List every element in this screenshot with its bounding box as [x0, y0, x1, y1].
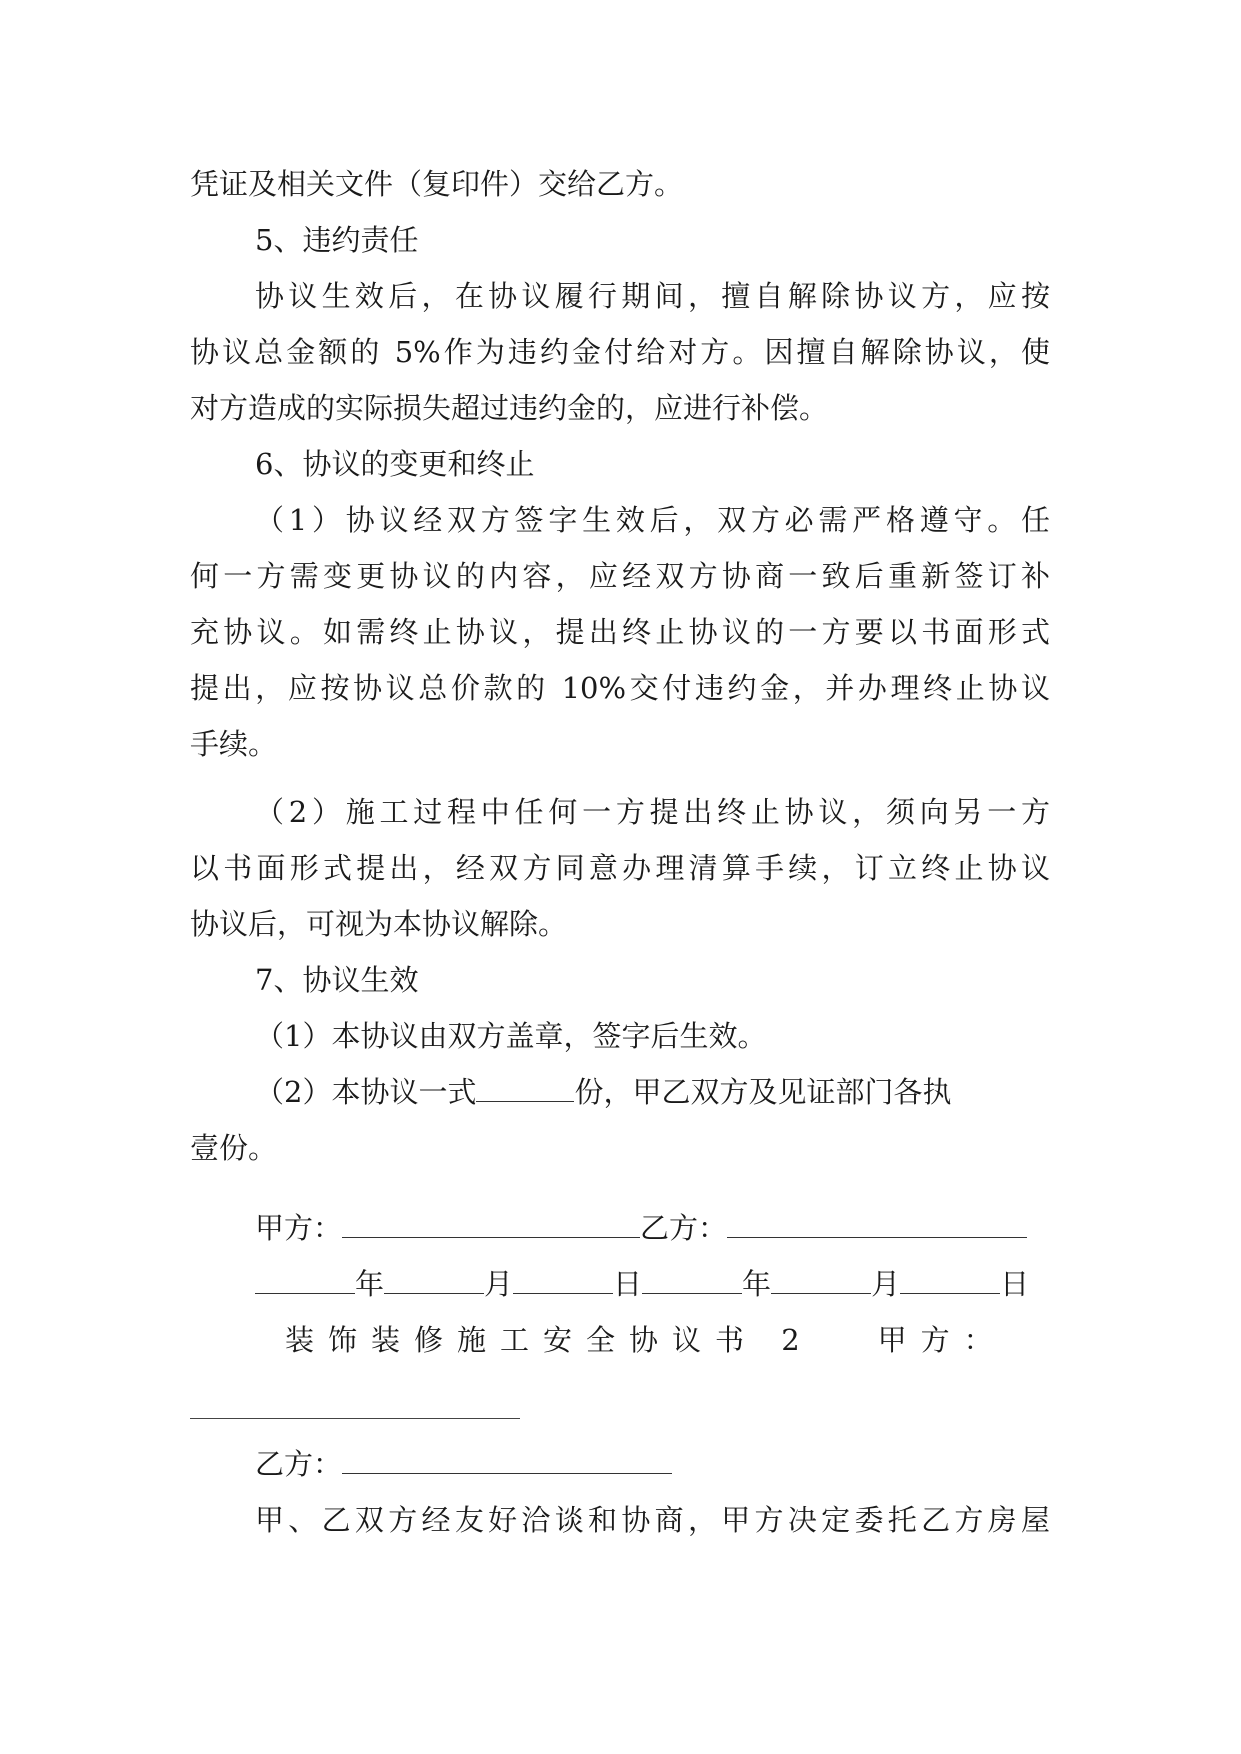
paragraph-line: 提出，应按协议总价款的 10%交付违约金，并办理终止协议 [190, 671, 1050, 705]
paragraph-line [255, 1072, 1050, 1112]
section-heading: 5、违约责任 [255, 223, 419, 257]
signature-line [255, 1444, 1050, 1484]
paragraph-line: （2）施工过程中任何一方提出终止协议，须向另一方 [255, 795, 1050, 829]
party-a-signature-field[interactable] [342, 1209, 640, 1238]
paragraph-line: （1）本协议由双方盖章，签字后生效。 [255, 1019, 767, 1053]
paragraph-line: 壹份。 [190, 1131, 278, 1165]
day-label: 日 [1000, 1267, 1030, 1301]
document-title: 装饰装修施工安全协议书 2 [285, 1323, 814, 1357]
year-label: 年 [355, 1267, 385, 1301]
paragraph-line: 以书面形式提出，经双方同意办理清算手续，订立终止协议 [190, 851, 1050, 885]
section-heading: 7、协议生效 [255, 963, 419, 997]
party-b-signature-field[interactable] [342, 1445, 672, 1474]
paragraph-line: 何一方需变更协议的内容，应经双方协商一致后重新签订补 [190, 559, 1050, 593]
year-blank-field[interactable] [642, 1265, 742, 1294]
party-b-label: 乙方： [255, 1447, 343, 1481]
paragraph-line: 协议后，可视为本协议解除。 [190, 907, 568, 941]
party-a-label: 甲方： [255, 1211, 343, 1245]
month-blank-field[interactable] [771, 1265, 871, 1294]
day-label: 日 [613, 1267, 643, 1301]
paragraph-line: 充协议。如需终止协议，提出终止协议的一方要以书面形式 [190, 615, 1050, 649]
section-heading: 6、协议的变更和终止 [255, 447, 535, 481]
party-a-label: 甲方： [877, 1323, 1007, 1357]
paragraph-line: 对方造成的实际损失超过违约金的，应进行补偿。 [190, 391, 829, 425]
month-label: 月 [871, 1267, 901, 1301]
party-b-signature-field[interactable] [727, 1209, 1027, 1238]
paragraph-line: 协议生效后，在协议履行期间，擅自解除协议方，应按 [255, 279, 1050, 313]
clause-text: 份，甲乙双方及见证部门各执 [574, 1075, 952, 1109]
signature-line [255, 1208, 1050, 1248]
year-label: 年 [742, 1267, 772, 1301]
copies-blank-field[interactable] [476, 1073, 574, 1102]
month-label: 月 [484, 1267, 514, 1301]
document-title-line [285, 1320, 1050, 1360]
year-blank-field[interactable] [255, 1265, 355, 1294]
paragraph-line: 协议总金额的 5%作为违约金付给对方。因擅自解除协议，使 [190, 335, 1050, 369]
party-a-signature-field[interactable] [190, 1418, 520, 1419]
paragraph-line: （1）协议经双方签字生效后，双方必需严格遵守。任 [255, 503, 1050, 537]
date-line [255, 1264, 1050, 1304]
clause-text: （2）本协议一式 [255, 1075, 477, 1109]
paragraph-line: 手续。 [190, 727, 278, 761]
month-blank-field[interactable] [384, 1265, 484, 1294]
paragraph-line: 凭证及相关文件（复印件）交给乙方。 [190, 167, 684, 201]
party-b-label: 乙方： [640, 1211, 728, 1245]
day-blank-field[interactable] [513, 1265, 613, 1294]
paragraph-line: 甲、乙双方经友好洽谈和协商，甲方决定委托乙方房屋 [255, 1503, 1050, 1537]
day-blank-field[interactable] [900, 1265, 1000, 1294]
